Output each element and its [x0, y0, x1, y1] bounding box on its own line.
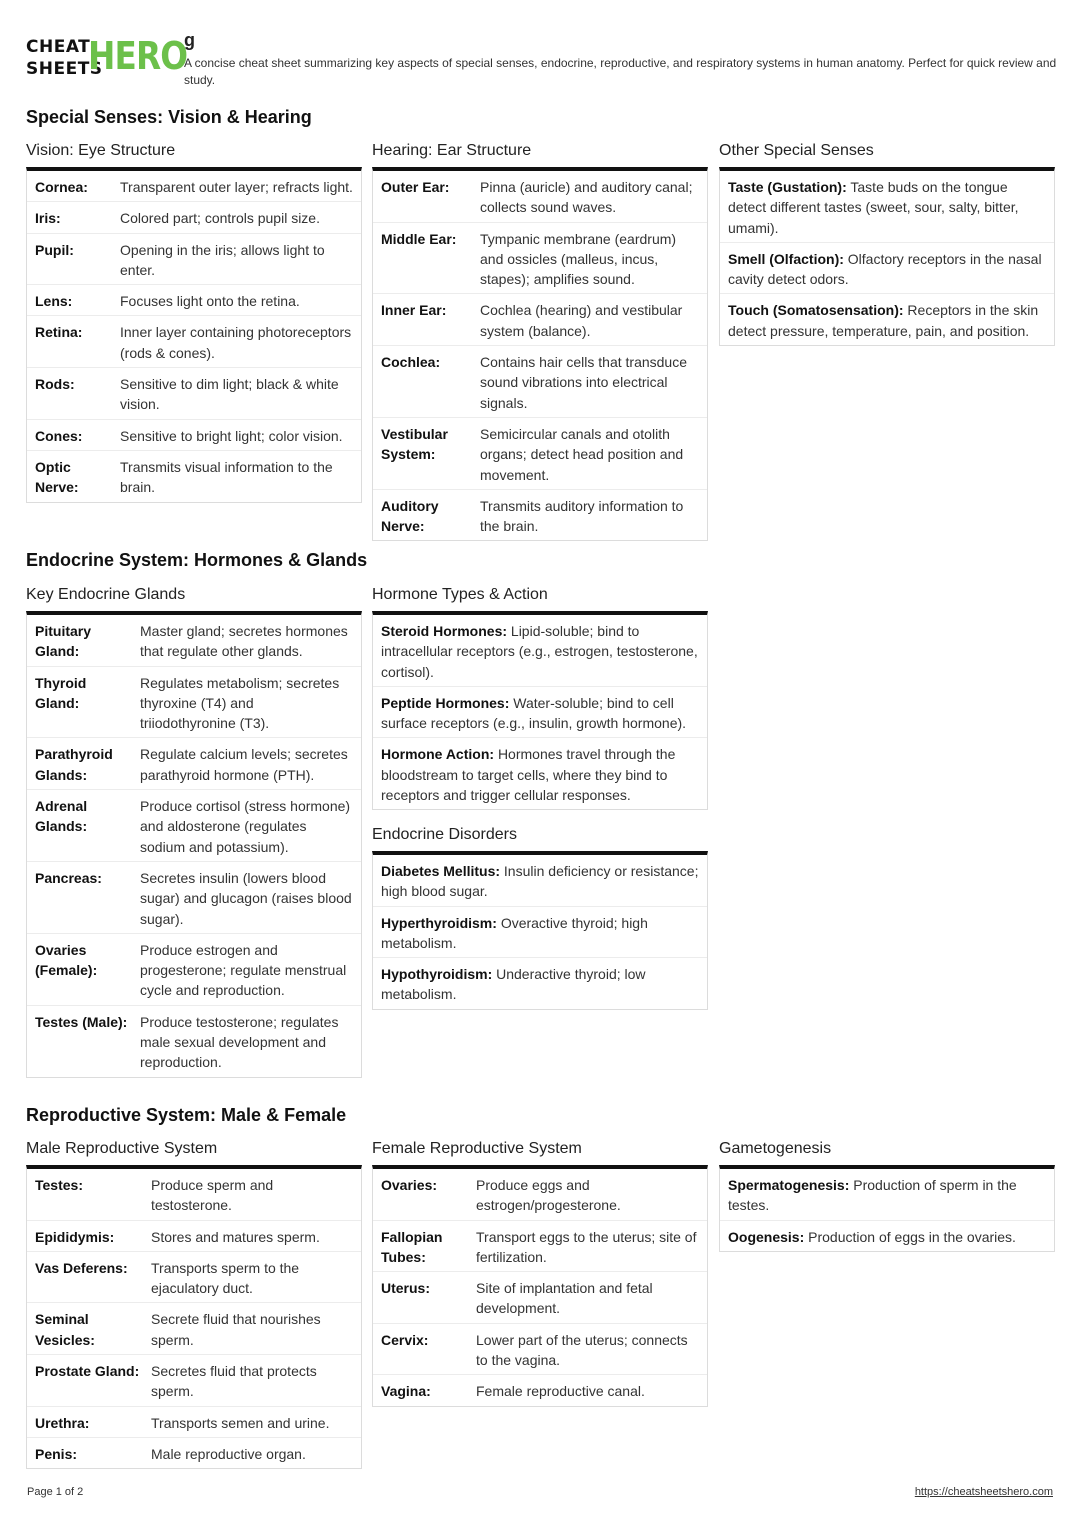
gametogenesis-title: Gametogenesis: [719, 1140, 832, 1157]
row-term: Optic Nerve:: [35, 458, 79, 496]
row-term: Rods:: [35, 376, 75, 393]
table-row: [27, 368, 361, 420]
hearing-title: Hearing: Ear Structure: [372, 142, 532, 159]
female-column: [372, 1139, 708, 1407]
row-description: Sensitive to bright light; color vision.: [120, 427, 343, 444]
row-description: Production of eggs in the ovaries.: [808, 1228, 1016, 1245]
table-row: [373, 855, 707, 907]
vision-table: [26, 167, 362, 503]
row-term: Seminal Vesicles:: [35, 1311, 95, 1348]
row-description: Secrete fluid that nourishes sperm.: [151, 1311, 321, 1348]
hearing-table: [372, 167, 708, 541]
other-senses-title: Other Special Senses: [719, 142, 874, 159]
table-row: [373, 418, 707, 490]
row-term: Iris:: [35, 210, 61, 227]
row-term: Hormone Action:: [381, 746, 495, 763]
row-description: Tympanic membrane (eardrum) and ossicles (malleus, incus, stapes); amplifies sound.: [480, 230, 677, 288]
hormone-types-column: [372, 585, 708, 810]
row-term: Pancreas:: [35, 869, 102, 886]
table-row: [27, 1438, 361, 1468]
glands-title: Key Endocrine Glands: [26, 586, 186, 603]
row-description: Transport eggs to the uterus; site of fertilization.: [476, 1228, 697, 1265]
male-table: [26, 1165, 362, 1469]
glands-table: [26, 611, 362, 1078]
row-term: Ovaries (Female):: [35, 941, 98, 979]
table-row: [27, 862, 361, 934]
row-description: Receptors in the skin detect pressure, temperature, pain, and position.: [728, 302, 1039, 339]
table-row: [27, 1221, 361, 1252]
table-row: [373, 346, 707, 418]
table-row: [373, 1272, 707, 1324]
row-description: Lower part of the uterus; connects to the vagina.: [476, 1331, 688, 1369]
site-link[interactable]: https://cheatsheetshero.com: [914, 1486, 1053, 1498]
row-description: Production of sperm in the testes.: [728, 1177, 1017, 1214]
row-term: Smell (Olfaction):: [728, 250, 844, 267]
row-description: Hormones travel through the bloodstream to target cells, where they bind to receptors and trigger cellular responses.: [381, 746, 676, 804]
row-description: Produce eggs and estrogen/progesterone.: [476, 1177, 621, 1214]
row-description: Underactive thyroid; low metabolism.: [381, 966, 646, 1003]
row-description: Regulates metabolism; secretes thyroxine (T4) and triiodothyronine (T3).: [140, 674, 340, 732]
row-term: Outer Ear:: [381, 179, 450, 195]
row-term: Steroid Hormones:: [381, 623, 508, 639]
row-term: Uterus:: [381, 1280, 431, 1297]
row-description: Contains hair cells that transduce sound vibrations into electrical signals.: [480, 354, 687, 411]
row-term: Prostate Gland:: [35, 1363, 140, 1380]
row-term: Cervix:: [381, 1331, 429, 1348]
disorders-column: [372, 825, 708, 1010]
table-row: [27, 1169, 361, 1221]
table-row: [27, 1303, 361, 1355]
vision-title: Vision: Eye Structure: [26, 142, 176, 159]
row-description: Male reproductive organ.: [151, 1445, 306, 1462]
table-row: [27, 451, 361, 502]
table-row: [720, 1169, 1054, 1221]
page-number: Page 1 of 2: [27, 1486, 84, 1498]
row-description: Semicircular canals and otolith organs; detect head position and movement.: [480, 425, 684, 483]
row-term: Hypothyroidism:: [381, 966, 493, 983]
table-row: [373, 687, 707, 739]
table-row: [27, 1355, 361, 1407]
vision-column: [26, 141, 362, 503]
row-description: Focuses light onto the retina.: [120, 293, 300, 310]
row-term: Adrenal Glands:: [35, 798, 88, 835]
row-term: Testes:: [35, 1177, 83, 1193]
gametogenesis-list: [719, 1165, 1055, 1252]
row-term: Auditory Nerve:: [381, 497, 439, 535]
table-row: [373, 1375, 707, 1405]
table-row: [373, 1324, 707, 1376]
table-row: [373, 958, 707, 1009]
table-row: [27, 171, 361, 202]
row-description: Inner layer containing photoreceptors (rods & cones).: [120, 324, 352, 361]
row-description: Master gland; secretes hormones that regulate other glands.: [140, 623, 348, 660]
male-column: [26, 1139, 362, 1469]
table-row: [27, 1006, 361, 1077]
table-row: [720, 243, 1054, 295]
female-table: [372, 1165, 708, 1407]
row-term: Penis:: [35, 1445, 78, 1462]
other-senses-column: [719, 141, 1055, 346]
row-term: Cochlea:: [381, 354, 441, 371]
row-description: Taste buds on the tongue detect different tastes (sweet, sour, salty, bitter, umami).: [728, 179, 1019, 236]
row-term: Taste (Gustation):: [728, 179, 847, 195]
table-row: [373, 1169, 707, 1221]
table-row: [373, 294, 707, 346]
table-row: [27, 1407, 361, 1438]
section-title-senses: Special Senses: Vision & Hearing: [26, 107, 312, 127]
row-description: Female reproductive canal.: [476, 1383, 645, 1400]
table-row: [373, 490, 707, 541]
row-description: Water-soluble; bind to cell surface receptors (e.g., insulin, growth hormone).: [381, 694, 687, 732]
row-term: Touch (Somatosensation):: [728, 302, 904, 319]
row-description: Produce sperm and testosterone.: [151, 1177, 274, 1214]
row-term: Middle Ear:: [381, 230, 457, 247]
row-term: Retina:: [35, 324, 83, 341]
table-row: [373, 738, 707, 809]
gametogenesis-column: [719, 1139, 1055, 1252]
table-row: [720, 294, 1054, 345]
row-term: Cones:: [35, 427, 83, 444]
table-row: [373, 1221, 707, 1273]
row-term: Fallopian Tubes:: [381, 1228, 443, 1265]
row-description: Overactive thyroid; high metabolism.: [381, 914, 648, 951]
logo-hero: HERO: [88, 34, 188, 78]
table-row: [27, 738, 361, 790]
row-term: Diabetes Mellitus:: [381, 863, 501, 879]
hormone-types-title: Hormone Types & Action: [372, 586, 548, 603]
row-term: Oogenesis:: [728, 1228, 805, 1245]
table-row: [27, 285, 361, 316]
table-row: [720, 171, 1054, 243]
row-term: Inner Ear:: [381, 302, 447, 319]
row-description: Transmits visual information to the brain.: [120, 458, 333, 496]
table-row: [27, 234, 361, 286]
section-title-endocrine: Endocrine System: Hormones & Glands: [26, 550, 368, 570]
row-description: Secretes insulin (lowers blood sugar) and glucagon (raises blood sugar).: [140, 869, 352, 927]
disorders-list: [372, 851, 708, 1010]
row-term: Spermatogenesis:: [728, 1177, 850, 1193]
table-row: [27, 420, 361, 451]
row-description: Regulate calcium levels; secretes parathyroid hormone (PTH).: [140, 746, 348, 783]
row-term: Lens:: [35, 293, 73, 310]
row-description: Transmits auditory information to the brain.: [480, 497, 684, 535]
row-description: Cochlea (hearing) and vestibular system (balance).: [480, 302, 683, 339]
section-title-reproductive: Reproductive System: Male & Female: [26, 1105, 347, 1125]
row-term: Cornea:: [35, 179, 88, 195]
glands-column: [26, 585, 362, 1078]
table-row: [373, 907, 707, 959]
row-description: Produce estrogen and progesterone; regulate menstrual cycle and reproduction.: [140, 941, 347, 999]
page-title: g: [184, 30, 195, 50]
row-description: Sensitive to dim light; black & white vision.: [120, 376, 339, 413]
logo[interactable]: [26, 34, 188, 80]
row-description: Olfactory receptors in the nasal cavity detect odors.: [728, 250, 1042, 288]
row-term: Peptide Hormones:: [381, 694, 510, 711]
table-row: [27, 1252, 361, 1304]
row-description: Produce testosterone; regulates male sexual development and reproduction.: [140, 1013, 339, 1071]
table-row: [27, 615, 361, 667]
logo-text: CHEAT SHEETS: [26, 37, 103, 79]
row-term: Parathyroid Glands:: [35, 746, 113, 783]
table-row: [373, 615, 707, 687]
row-term: Testes (Male):: [35, 1013, 128, 1030]
table-row: [720, 1221, 1054, 1251]
disorders-title: Endocrine Disorders: [372, 826, 517, 843]
row-term: Hyperthyroidism:: [381, 914, 497, 931]
row-term: Vas Deferens:: [35, 1259, 128, 1276]
row-description: Secretes fluid that protects sperm.: [151, 1363, 317, 1400]
row-description: Opening in the iris; allows light to enter.: [120, 241, 325, 278]
table-row: [27, 316, 361, 368]
row-term: Epididymis:: [35, 1228, 115, 1245]
row-term: Pupil:: [35, 241, 74, 258]
row-description: Pinna (auricle) and auditory canal; collects sound waves.: [480, 179, 693, 216]
row-description: Stores and matures sperm.: [151, 1228, 320, 1245]
hearing-column: [372, 141, 708, 541]
row-term: Thyroid Gland:: [35, 674, 87, 711]
row-term: Vestibular System:: [381, 425, 448, 463]
row-description: Colored part; controls pupil size.: [120, 210, 320, 227]
row-description: Site of implantation and fetal development.: [476, 1280, 653, 1317]
male-title: Male Reproductive System: [26, 1140, 218, 1157]
row-term: Urethra:: [35, 1414, 90, 1431]
row-description: Transparent outer layer; refracts light.: [120, 179, 353, 195]
hormone-types-list: [372, 611, 708, 810]
other-senses-list: [719, 167, 1055, 346]
row-description: Produce cortisol (stress hormone) and aldosterone (regulates sodium and potassium).: [140, 798, 351, 855]
table-row: [27, 934, 361, 1006]
row-term: Ovaries:: [381, 1177, 438, 1193]
table-row: [27, 790, 361, 862]
page-description: A concise cheat sheet summarizing key aspects of special senses, endocrine, reproductive, and respiratory systems in human anatomy. Perfect for quick review and study.: [184, 56, 1057, 87]
row-description: Insulin deficiency or resistance; high blood sugar.: [381, 863, 699, 900]
table-row: [373, 171, 707, 223]
row-description: Lipid-soluble; bind to intracellular receptors (e.g., estrogen, testosterone, cortisol).: [381, 623, 698, 680]
row-description: Transports semen and urine.: [151, 1414, 330, 1431]
row-term: Pituitary Gland:: [35, 623, 92, 660]
table-row: [27, 202, 361, 233]
table-row: [373, 223, 707, 295]
row-term: Vagina:: [381, 1383, 431, 1400]
female-title: Female Reproductive System: [372, 1140, 582, 1157]
table-row: [27, 667, 361, 739]
row-description: Transports sperm to the ejaculatory duct.: [151, 1259, 300, 1297]
